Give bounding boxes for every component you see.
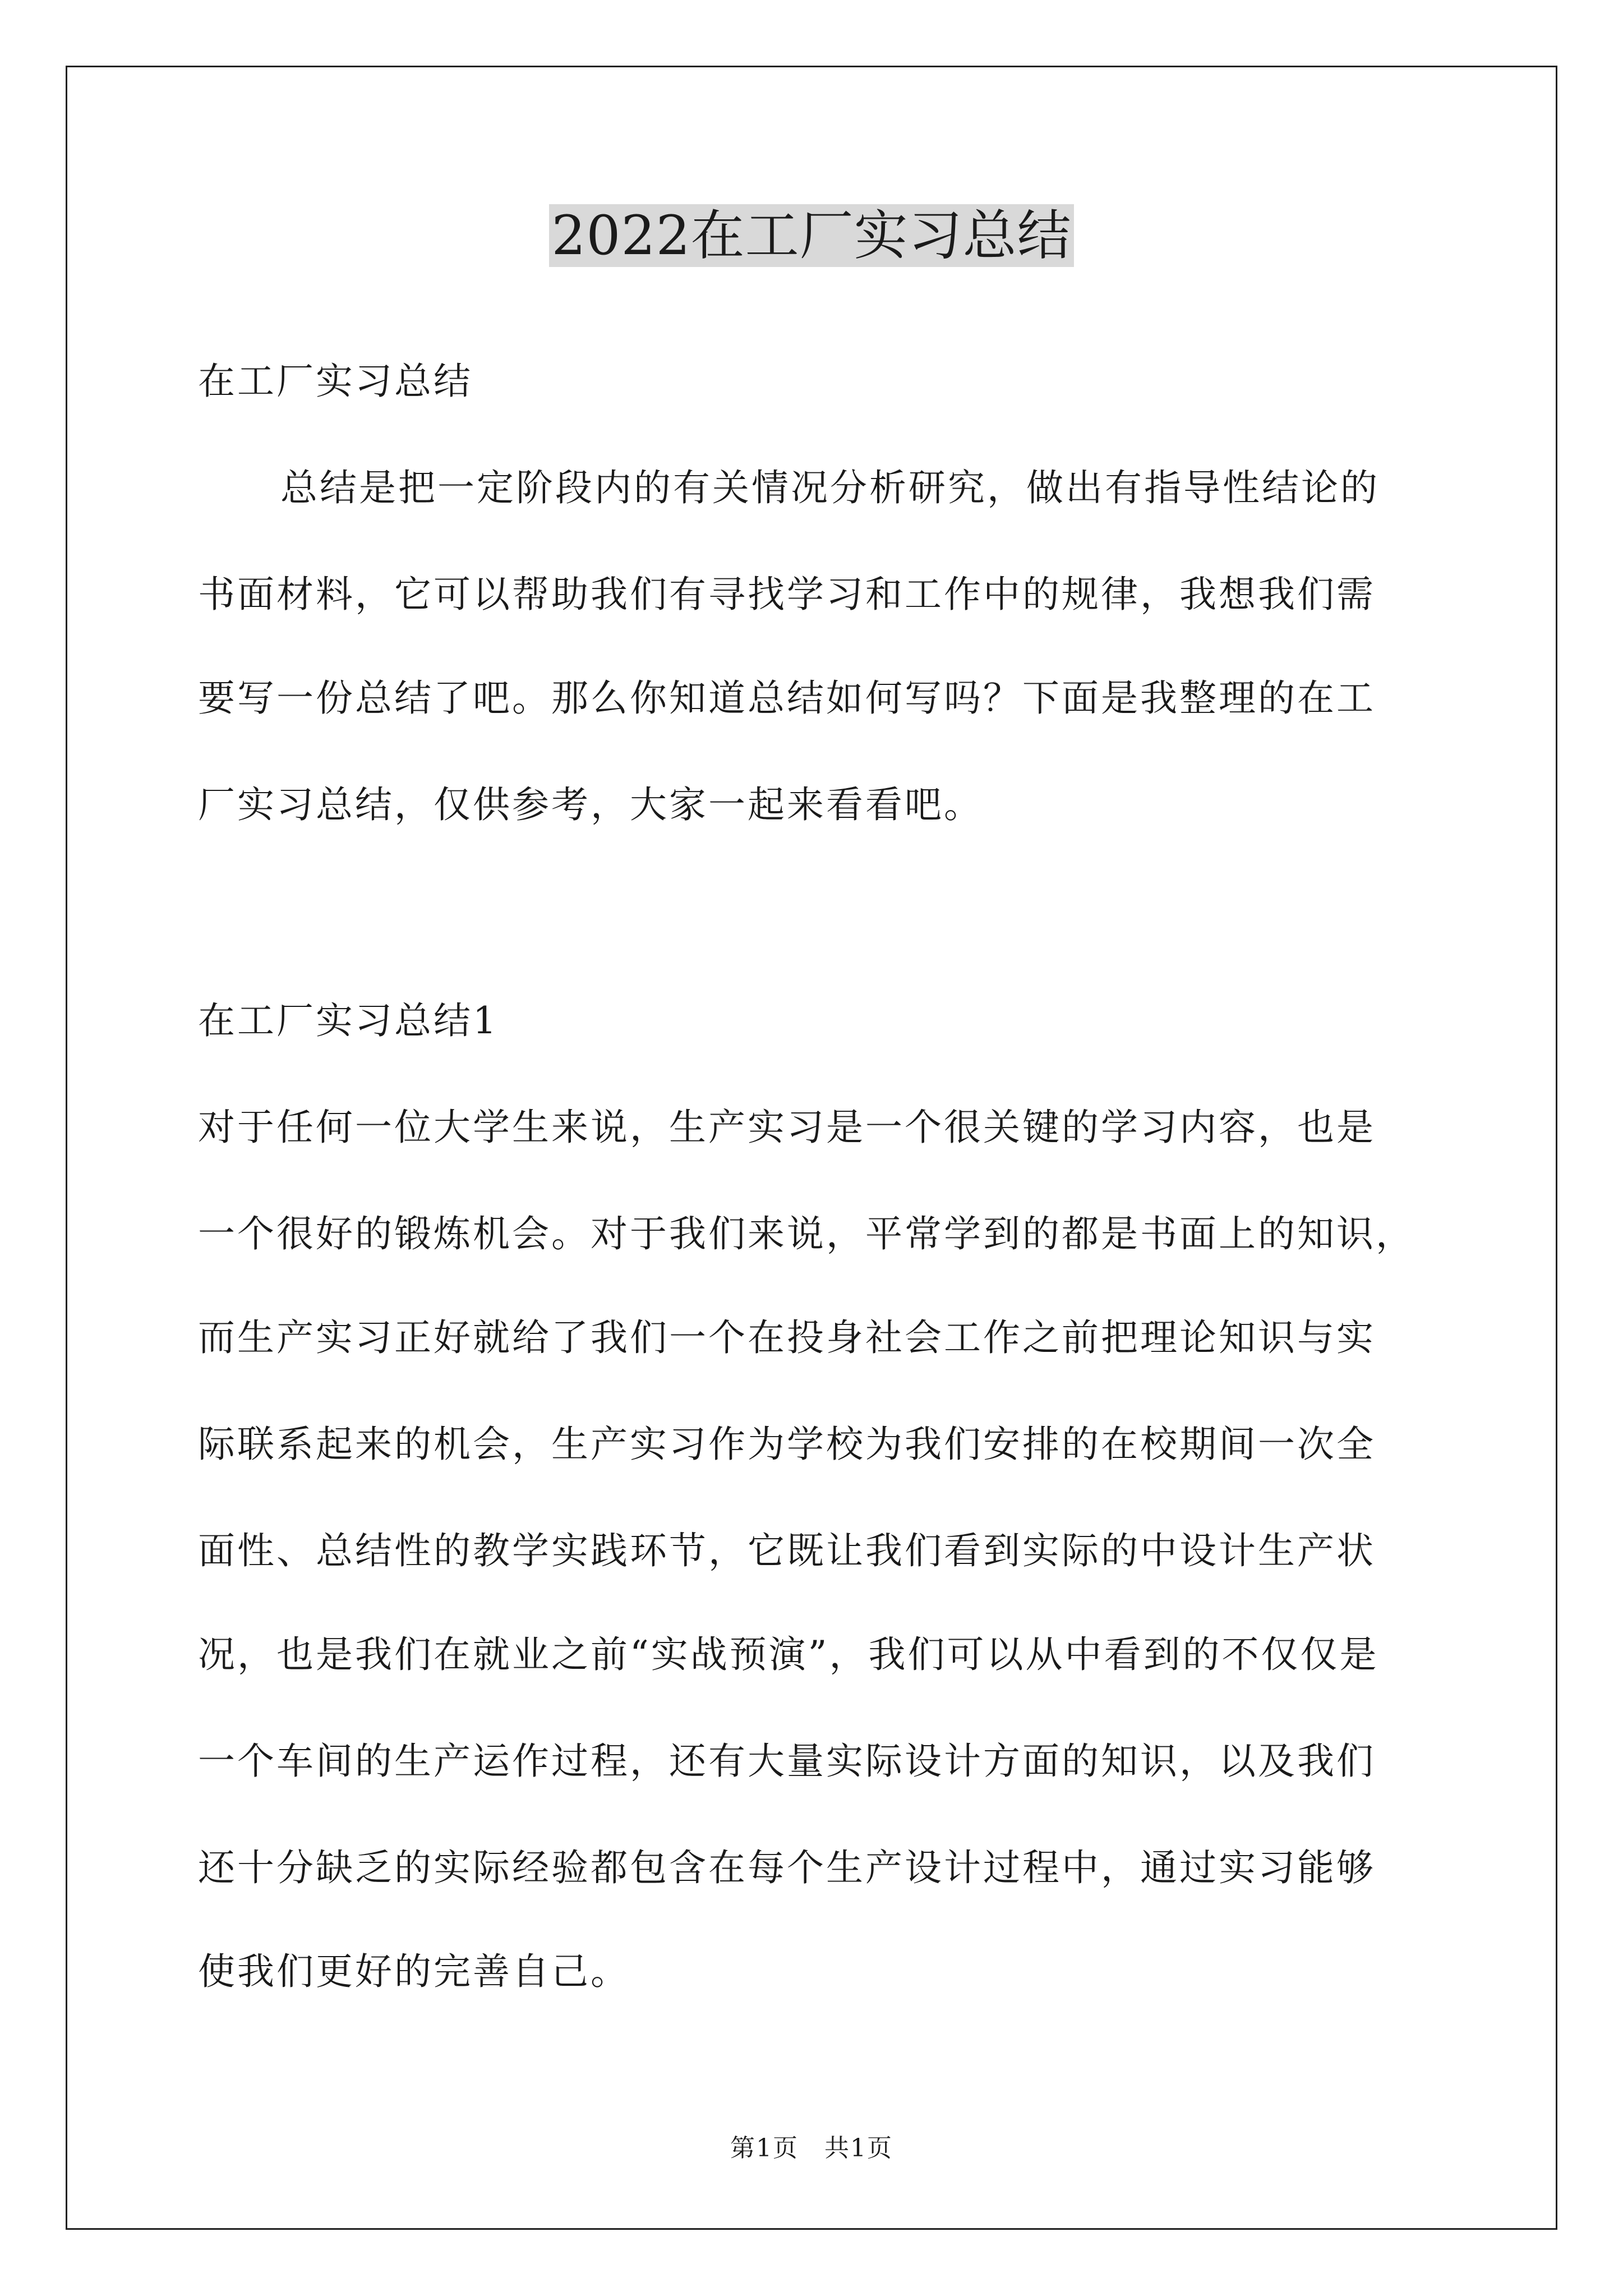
section-line-6: 况，也是我们在就业之前“实战预演”，我们可以从中看到的不仅仅是 (198, 1633, 1379, 1676)
section-line-4: 际联系起来的机会，生产实习作为学校为我们安排的在校期间一次全 (198, 1423, 1376, 1466)
section-line-5: 面性、总结性的教学实践环节，它既让我们看到实际的中设计生产状 (198, 1529, 1376, 1572)
section-line-7: 一个车间的生产运作过程，还有大量实际设计方面的知识，以及我们 (198, 1740, 1376, 1783)
document-title (0, 199, 1623, 272)
document-title-text: 2022在工厂实习总结 (549, 204, 1073, 267)
section-line-2: 一个很好的锻炼机会。对于我们来说，平常学到的都是书面上的知识， (198, 1212, 1415, 1255)
section-line-3: 而生产实习正好就给了我们一个在投身社会工作之前把理论知识与实 (198, 1316, 1376, 1359)
intro-line-1: 总结是把一定阶段内的有关情况分析研究，做出有指导性结论的 (280, 466, 1380, 509)
section-heading: 在工厂实习总结1 (198, 999, 499, 1042)
section-line-8: 还十分缺乏的实际经验都包含在每个生产设计过程中，通过实习能够 (198, 1846, 1376, 1889)
intro-line-3: 要写一份总结了吧。那么你知道总结如何写吗？下面是我整理的在工 (198, 677, 1376, 720)
document-subtitle: 在工厂实习总结 (198, 360, 473, 403)
section-line-9: 使我们更好的完善自己。 (198, 1950, 630, 1993)
intro-line-2: 书面材料，它可以帮助我们有寻找学习和工作中的规律，我想我们需 (198, 573, 1376, 616)
intro-line-4: 厂实习总结，仅供参考，大家一起来看看吧。 (198, 783, 983, 826)
section-line-1: 对于任何一位大学生来说，生产实习是一个很关键的学习内容，也是 (198, 1106, 1376, 1149)
page-footer: 第1页 共1页 (730, 2134, 893, 2162)
